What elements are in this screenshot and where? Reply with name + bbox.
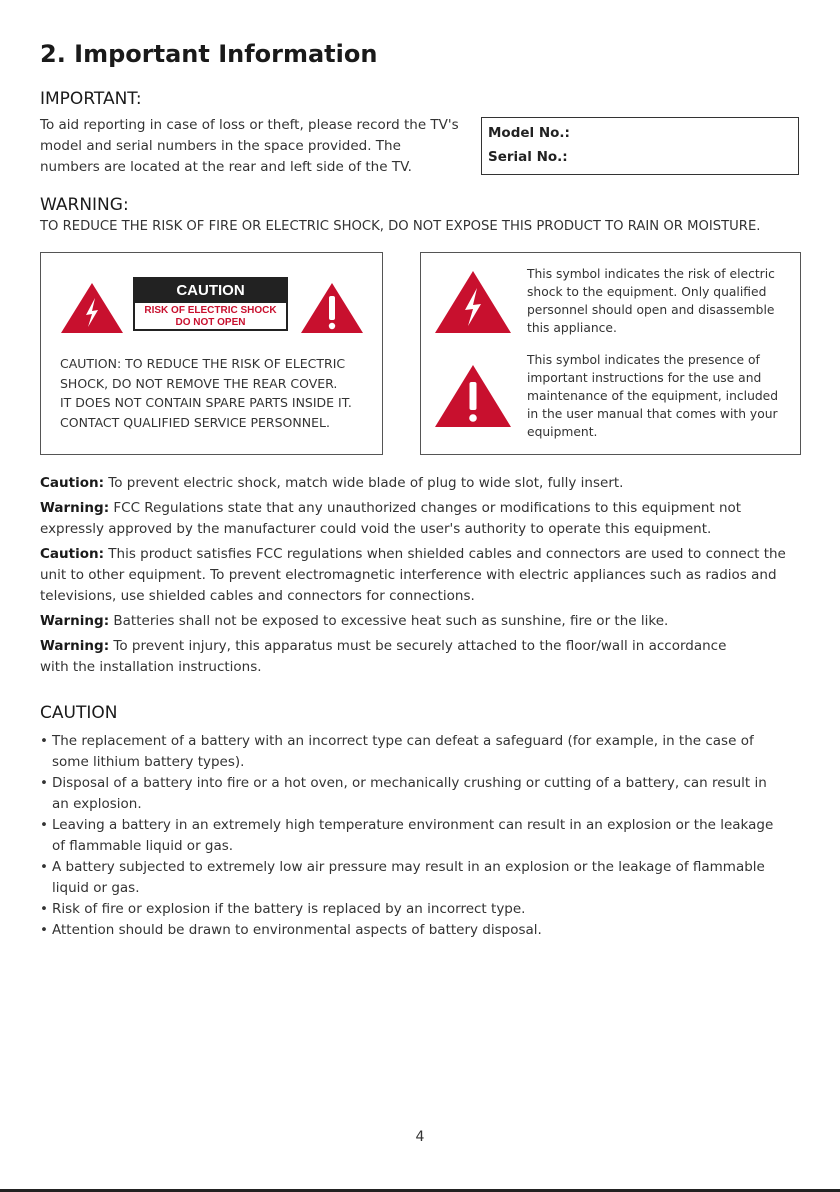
note-item [40, 498, 810, 540]
list-item: • Risk of fire or explosion if the battery is replaced by an incorrect type. [40, 901, 526, 917]
note-line: This product satisfies FCC regulations when shielded cables and connectors are used to connect the [108, 546, 786, 562]
important-heading: IMPORTANT: [40, 89, 142, 109]
warning-text: TO REDUCE THE RISK OF FIRE OR ELECTRIC SHOCK, DO NOT EXPOSE THIS PRODUCT TO RAIN OR MOISTURE. [40, 219, 761, 234]
exclaim-symbol-line: This symbol indicates the presence of [527, 353, 760, 367]
exclamation-warning-icon [434, 364, 512, 428]
important-line: To aid reporting in case of loss or theft, please record the TV's [40, 117, 459, 133]
note-line: Batteries shall not be exposed to excessive heat such as sunshine, fire or the like. [113, 613, 669, 629]
note-label: Caution: [40, 475, 104, 491]
caution-panel-line: CAUTION: TO REDUCE THE RISK OF ELECTRIC [60, 356, 346, 371]
list-item: • Disposal of a battery into fire or a hot oven, or mechanically crushing or cutting of a battery, can result in an explosion. [40, 775, 767, 812]
list-item: • A battery subjected to extremely low air pressure may result in an explosion or the leakage of flammable liquid or gas. [40, 859, 765, 896]
important-line: model and serial numbers in the space provided. The [40, 138, 401, 154]
list-item-line: A battery subjected to extremely low air pressure may result in an explosion or the leakage of flammable [52, 859, 765, 875]
caution-label-line: RISK OF ELECTRIC SHOCK [144, 305, 277, 316]
caution-panel-text [60, 354, 380, 432]
list-item-line: Attention should be drawn to environmental aspects of battery disposal. [52, 922, 542, 938]
warning-heading: WARNING: [40, 195, 129, 215]
shock-symbol-line: this appliance. [527, 321, 617, 335]
caution-label-line: DO NOT OPEN [175, 317, 246, 328]
page-number: 4 [415, 1129, 425, 1145]
note-label: Warning: [40, 613, 110, 629]
list-item-line: an explosion. [52, 796, 142, 812]
note-item [40, 636, 810, 678]
note-item [40, 473, 810, 494]
caution-label-title: CAUTION [135, 279, 286, 303]
caution-label [133, 277, 288, 331]
exclamation-warning-icon [300, 282, 364, 334]
electric-shock-icon [60, 282, 124, 334]
shock-symbol-description [527, 265, 797, 337]
list-item-line: Risk of fire or explosion if the battery is replaced by an incorrect type. [52, 901, 526, 917]
important-line: numbers are located at the rear and left side of the TV. [40, 159, 412, 175]
note-line: expressly approved by the manufacturer could void the user's authority to operate this equipment. [40, 521, 712, 537]
list-item: • The replacement of a battery with an incorrect type can defeat a safeguard (for example, in the case of some lithium battery types). [40, 733, 754, 770]
exclaim-symbol-line: maintenance of the equipment, included [527, 389, 779, 403]
caution-panel-line: SHOCK, DO NOT REMOVE THE REAR COVER. [60, 375, 338, 391]
notes-section [40, 473, 810, 682]
model-number-field[interactable]: Model No.: [488, 125, 570, 141]
note-line: To prevent injury, this apparatus must be securely attached to the floor/wall in accordance [113, 638, 727, 654]
note-line: with the installation instructions. [40, 659, 262, 675]
note-label: Warning: [40, 500, 110, 516]
list-item-line: The replacement of a battery with an incorrect type can defeat a safeguard (for example, in the case of [52, 733, 754, 749]
list-item-line: liquid or gas. [52, 880, 140, 896]
list-item-line: Disposal of a battery into fire or a hot oven, or mechanically crushing or cutting of a battery, can result in [52, 775, 767, 791]
note-label: Caution: [40, 546, 104, 562]
list-item-line: Leaving a battery in an extremely high temperature environment can result in an explosion or the leakage [52, 817, 774, 833]
caution-list [40, 731, 810, 941]
shock-symbol-line: personnel should open and disassemble [527, 303, 775, 317]
exclaim-symbol-line: equipment. [527, 425, 598, 439]
note-item [40, 611, 810, 632]
important-text [40, 115, 480, 178]
note-line: To prevent electric shock, match wide blade of plug to wide slot, fully insert. [108, 475, 624, 491]
page-title: 2. Important Information [40, 40, 378, 68]
exclaim-symbol-description [527, 351, 797, 441]
list-item-line: some lithium battery types). [52, 754, 245, 770]
exclaim-symbol-line: in the user manual that comes with your [527, 407, 778, 421]
note-item [40, 544, 810, 607]
shock-symbol-line: This symbol indicates the risk of electric [527, 267, 775, 281]
record-box [481, 117, 799, 175]
list-item: • Leaving a battery in an extremely high temperature environment can result in an explosion or the leakage of flammable liquid or gas. [40, 817, 774, 854]
caution-panel-line: IT DOES NOT CONTAIN SPARE PARTS INSIDE IT. [60, 395, 352, 410]
list-item: • Attention should be drawn to environmental aspects of battery disposal. [40, 922, 542, 938]
list-item-line: of flammable liquid or gas. [52, 838, 234, 854]
note-line: televisions, use shielded cables and connectors for connections. [40, 588, 475, 604]
exclaim-symbol-line: important instructions for the use and [527, 371, 762, 385]
serial-number-field[interactable]: Serial No.: [488, 149, 568, 165]
electric-shock-icon [434, 270, 512, 334]
note-line: unit to other equipment. To prevent electromagnetic interference with electric appliances such as radios and [40, 567, 777, 583]
shock-symbol-line: shock to the equipment. Only qualified [527, 285, 767, 299]
caution-heading: CAUTION [40, 703, 118, 723]
note-line: FCC Regulations state that any unauthorized changes or modifications to this equipment not [113, 500, 742, 516]
note-label: Warning: [40, 638, 110, 654]
caution-panel-line: CONTACT QUALIFIED SERVICE PERSONNEL. [60, 414, 330, 430]
